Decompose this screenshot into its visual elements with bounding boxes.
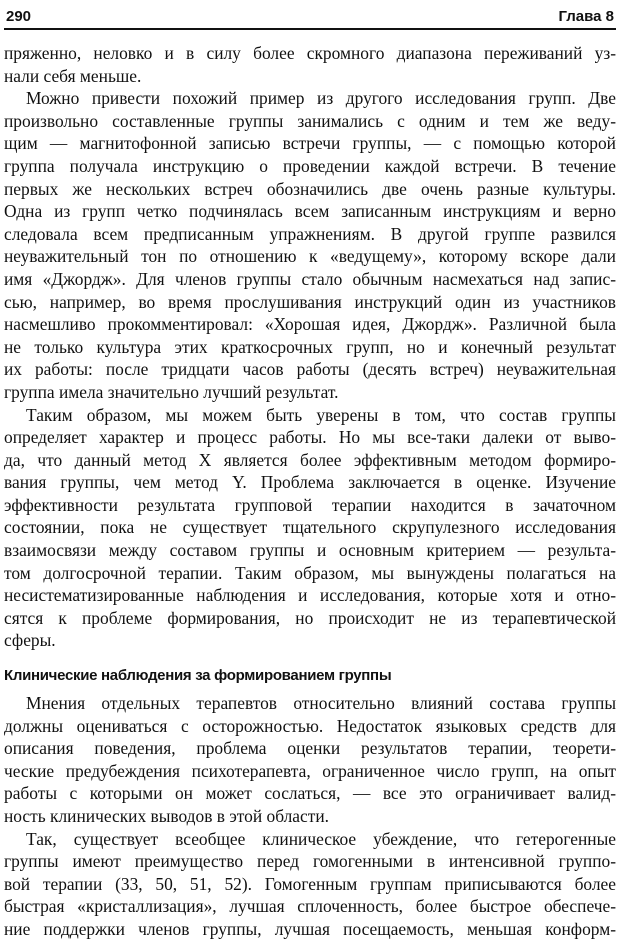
text-line: Одна из групп четко подчинялась всем записанным инструкциям и верно [4, 201, 616, 222]
text-line: произвольно составленные группы занимались с одним и тем же веду- [4, 110, 616, 131]
page-body [4, 42, 616, 941]
text-line: первых же нескольких встреч обозначились две очень разные культуры. [4, 178, 616, 199]
text-line: не только культура этих краткосрочных групп, но и конечный результат [4, 336, 616, 357]
text-line: работы с которыми он может сослаться, — все это ограничивает валид- [4, 783, 616, 804]
text-line: щим — магнитофонной записью встречи группы, — с помощью которой [4, 133, 616, 154]
text-line: состоянии, пока не существует тщательного скрупулезного исследования [4, 517, 616, 538]
text-line: их работы: после тридцати часов работы (десять встреч) неуважительная [4, 359, 616, 380]
text-line: имя «Джордж». Для членов группы стало обычным насмехаться над запис- [4, 268, 616, 289]
text-line: сферы. [4, 630, 56, 651]
section-heading: Клинические наблюдения за формированием группы [4, 667, 392, 685]
text-line: насмешливо прокомментировал: «Хорошая идея, Джордж». Различной была [4, 314, 616, 335]
text-line: несистематизированные наблюдения и исследования, которые хотя и отно- [4, 585, 616, 606]
text-line: определяет характер и процесс работы. Но мы все-таки далеки от выво- [4, 427, 616, 448]
text-line: группы имеют преимущество перед гомогенными в интенсивной группо- [4, 851, 616, 872]
text-line: ность клинических выводов в этой области. [4, 806, 330, 826]
paragraph [4, 828, 616, 941]
text-line: группа имела значительно лучший результат. [4, 381, 339, 402]
text-line: да, что данный метод X является более эффективным методом формиро- [4, 449, 616, 470]
text-line: должны оцениваться с осторожностью. Недостаток языковых средств для [4, 715, 616, 736]
text-line: вания группы, чем метод Y. Проблема заключается в оценке. Изучение [4, 472, 616, 493]
text-line: Мнения отдельных терапевтов относительно влияний состава группы [26, 693, 616, 714]
text-line: быстрая «кристаллизация», лучшая сплоченность, более быстрое обеспече- [4, 896, 616, 917]
text-line: вой терапии (33, 50, 51, 52). Гомогенным группам приписываются более [4, 873, 616, 894]
paragraph [4, 692, 616, 828]
text-line: взаимосвязи между составом группы и основным критерием — результа- [4, 540, 616, 561]
text-line: Так, существует всеобщее клиническое убеждение, что гетерогенные [26, 828, 616, 849]
text-line: описания поведения, проблема оценки результатов терапии, теорети- [4, 738, 616, 759]
text-line: эффективности результата групповой терапии находится в зачаточном [4, 494, 616, 515]
paragraph [4, 42, 616, 87]
text-line: Таким образом, мы можем быть уверены в том, что состав группы [26, 404, 616, 425]
page-number: 290 [6, 8, 32, 25]
paragraph [4, 87, 616, 403]
text-line: ние поддержки членов группы, лучшая посещаемость, меньшая конформ- [4, 918, 616, 939]
paragraph [4, 404, 616, 653]
text-line: сью, например, во время прослушивания инструкций один из участников [4, 291, 616, 312]
text-line: сятся к проблеме формирования, но происходит не из терапевтической [4, 607, 616, 628]
text-line: том долгосрочной терапии. Таким образом, мы вынуждены полагаться на [4, 562, 616, 583]
text-line: группа получала инструкцию о проведении каждой встречи. В течение [4, 155, 616, 176]
text-line: нали себя меньше. [4, 65, 142, 86]
text-line: ческие предубеждения психотерапевта, ограниченное число групп, на опыт [4, 760, 616, 781]
text-line: следовала всем предписанным упражнениям. В другой группе развился [4, 223, 616, 244]
paragraphs-after-heading [4, 692, 616, 941]
text-line: пряженно, неловко и в силу более скромного диапазона переживаний уз- [4, 43, 616, 63]
paragraphs-before-heading [4, 42, 616, 652]
text-line: Можно привести похожий пример из другого исследования групп. Две [26, 88, 616, 109]
running-header [4, 0, 616, 30]
chapter-title: Глава 8 [558, 8, 614, 25]
text-line: неуважительный тон по отношению к «ведущему», которому вскоре дали [4, 246, 616, 267]
